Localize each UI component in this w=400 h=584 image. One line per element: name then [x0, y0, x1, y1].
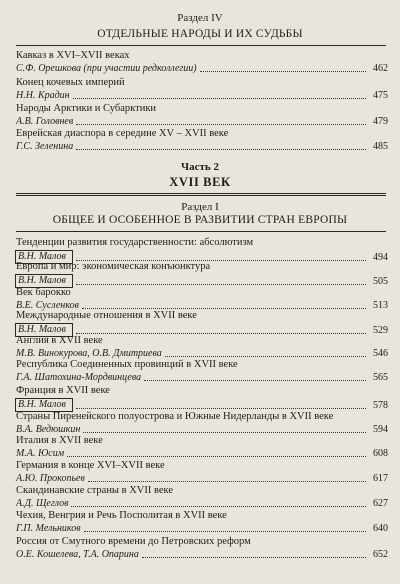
toc-entry[interactable]: [16, 411, 388, 436]
part-rule-bottom: [16, 195, 386, 196]
dot-leader: [200, 71, 366, 72]
entry-title: Скандинавские страны в XVII веке: [16, 485, 174, 496]
dot-leader: [76, 284, 366, 285]
dot-leader: [76, 149, 366, 150]
toc-entry[interactable]: [16, 485, 388, 510]
section-rule: [16, 231, 386, 232]
entry-title: Народы Арктики и Субарктики: [16, 103, 157, 114]
section-label: Раздел I: [181, 201, 219, 213]
toc-entry[interactable]: [16, 50, 388, 75]
part-title: XVII ВЕК: [169, 175, 231, 189]
entry-title: Тенденции развития государственности: абсолютизм: [16, 237, 254, 248]
entry-title: Европа и мир: экономическая конъюнктура: [16, 261, 211, 272]
entry-author: В.Н. Малов: [15, 274, 73, 288]
entry-author: В.Н. Малов: [15, 398, 73, 412]
entry-page: 652: [373, 549, 388, 560]
entry-page: 529: [373, 325, 388, 336]
entry-author: С.Ф. Орешкова (при участии редколлегии): [16, 63, 197, 74]
entry-page: 485: [373, 141, 388, 152]
entry-author: А.Ю. Прокопьев: [16, 473, 85, 484]
entry-page: 513: [373, 300, 388, 311]
dot-leader: [83, 432, 366, 433]
entry-page: 594: [373, 424, 388, 435]
dot-leader: [82, 308, 366, 309]
dot-leader: [76, 333, 366, 334]
section-title: ОТДЕЛЬНЫЕ НАРОДЫ И ИХ СУДЬБЫ: [97, 28, 303, 40]
entry-author: Г.П. Мельников: [16, 523, 81, 534]
entry-title: Век барокко: [16, 287, 71, 298]
toc-entry[interactable]: [16, 261, 388, 288]
entry-page: 462: [373, 63, 388, 74]
dot-leader: [71, 506, 366, 507]
entry-author: А.В. Головнев: [16, 116, 74, 127]
dot-leader: [142, 557, 366, 558]
dot-leader: [165, 356, 366, 357]
toc-entry[interactable]: [16, 128, 388, 153]
entry-author: М.А. Юсим: [16, 448, 65, 459]
entry-page: 475: [373, 90, 388, 101]
entry-title: Франция в XVII веке: [16, 385, 110, 396]
toc-entry[interactable]: [16, 287, 388, 312]
dot-leader: [76, 408, 366, 409]
entry-title: Кавказ в XVI–XVII веках: [16, 50, 130, 61]
entry-title: Англия в XVII веке: [16, 335, 103, 346]
entry-author: Г.С. Зеленина: [16, 141, 74, 152]
entry-author: В.Н. Малов: [15, 250, 73, 264]
toc-entry[interactable]: [16, 359, 388, 384]
entry-author: В.Н. Малов: [15, 323, 73, 337]
entry-page: 617: [373, 473, 388, 484]
entry-title: Международные отношения в XVII веке: [16, 310, 197, 321]
entry-author: М.В. Винокурова, О.В. Дмитриева: [16, 348, 162, 359]
part-label: Часть 2: [181, 161, 219, 173]
toc-entry[interactable]: [16, 77, 388, 102]
toc-entry[interactable]: [16, 536, 388, 561]
entry-title: Германия в конце XVI–XVII веке: [16, 460, 165, 471]
entry-page: 494: [373, 252, 388, 263]
entry-author: В.А. Ведюшкин: [16, 424, 81, 435]
entry-author: Н.Н. Крадин: [16, 90, 70, 101]
toc-entry[interactable]: [16, 435, 388, 460]
toc-entry[interactable]: [16, 385, 388, 412]
entry-author: Г.А. Шатохина-Мордвинцева: [16, 372, 142, 383]
entry-page: 627: [373, 498, 388, 509]
dot-leader: [76, 124, 366, 125]
entry-title: Конец кочевых империй: [16, 77, 125, 88]
section-label: Раздел IV: [177, 12, 223, 24]
entry-title: Россия от Смутного времени до Петровских реформ: [16, 536, 251, 547]
entry-title: Еврейская диаспора в середине XV – XVII веке: [16, 128, 229, 139]
toc-entry[interactable]: [16, 310, 388, 337]
toc-entry[interactable]: [16, 103, 388, 128]
toc-entry[interactable]: [16, 510, 388, 535]
entry-page: 505: [373, 276, 388, 287]
toc-entry[interactable]: [16, 460, 388, 485]
entry-author: А.Д. Щеглов: [16, 498, 69, 509]
dot-leader: [144, 380, 366, 381]
toc-entry[interactable]: [16, 335, 388, 360]
entry-page: 565: [373, 372, 388, 383]
entry-author: В.Е. Сусленков: [16, 300, 79, 311]
dot-leader: [84, 531, 366, 532]
toc-entry[interactable]: [16, 237, 388, 264]
entry-page: 479: [373, 116, 388, 127]
entry-author: О.Е. Кошелева, Т.А. Опарина: [16, 549, 139, 560]
entry-title: Республика Соединенных провинций в XVII веке: [16, 359, 238, 370]
section-rule: [16, 45, 386, 46]
section-title: ОБЩЕЕ И ОСОБЕННОЕ В РАЗВИТИИ СТРАН ЕВРОПЫ: [52, 214, 348, 226]
entry-page: 546: [373, 348, 388, 359]
dot-leader: [88, 481, 366, 482]
part-rule-top: [16, 193, 386, 194]
entry-page: 608: [373, 448, 388, 459]
entry-title: Чехия, Венгрия и Речь Посполитая в XVII веке: [16, 510, 227, 521]
dot-leader: [73, 98, 366, 99]
entry-page: 578: [373, 400, 388, 411]
entry-page: 640: [373, 523, 388, 534]
dot-leader: [67, 456, 366, 457]
entry-title: Страны Пиренейского полуострова и Южные Нидерланды в XVII веке: [16, 411, 334, 422]
entry-title: Италия в XVII веке: [16, 435, 103, 446]
